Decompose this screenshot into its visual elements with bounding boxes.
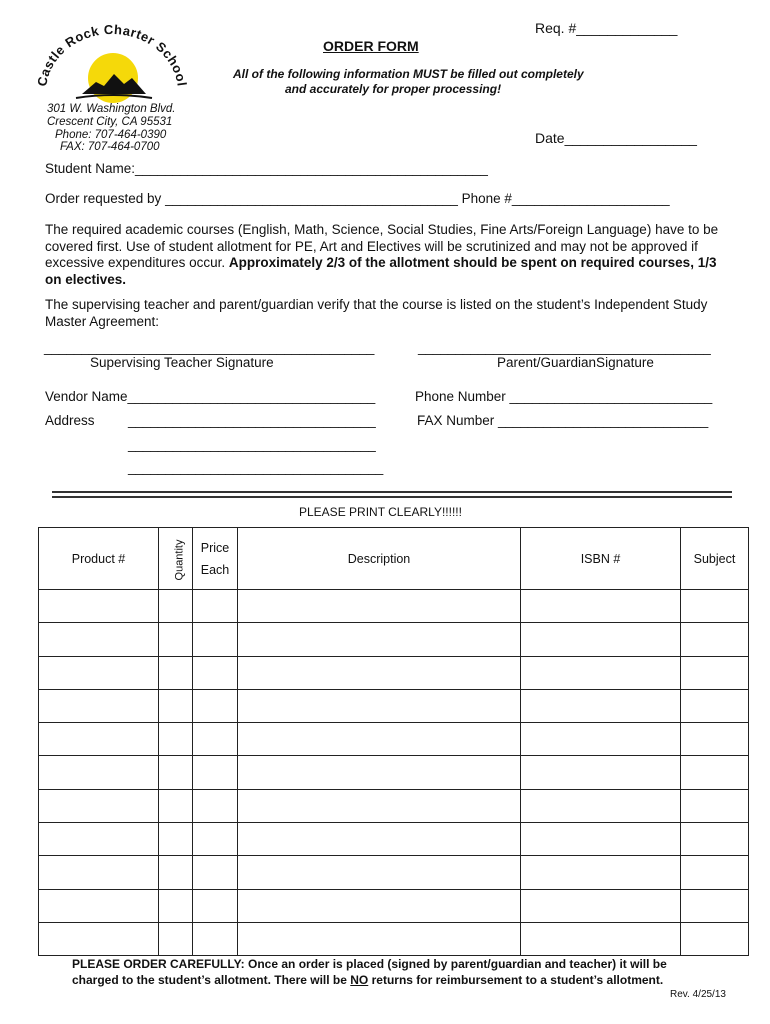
subject-cell[interactable]: [681, 823, 749, 856]
table-row: [39, 656, 749, 689]
table-row: [39, 922, 749, 955]
table-row: [39, 889, 749, 922]
price-cell[interactable]: [193, 723, 238, 756]
isbn-cell[interactable]: [521, 590, 681, 623]
vendor-name-field[interactable]: Vendor Name_________________________________: [45, 389, 376, 404]
school-address-line1: 301 W. Washington Blvd.: [47, 103, 176, 115]
header-isbn: ISBN #: [521, 528, 681, 590]
quantity-cell[interactable]: [159, 623, 193, 656]
isbn-cell[interactable]: [521, 623, 681, 656]
price-cell[interactable]: [193, 656, 238, 689]
table-row: [39, 823, 749, 856]
description-cell[interactable]: [238, 922, 521, 955]
isbn-cell[interactable]: [521, 656, 681, 689]
description-cell[interactable]: [238, 723, 521, 756]
fax-number-field[interactable]: FAX Number ____________________________: [417, 413, 709, 428]
table-row: [39, 689, 749, 722]
address-field-line1[interactable]: _________________________________: [128, 413, 376, 428]
subject-cell[interactable]: [681, 723, 749, 756]
product-cell[interactable]: [39, 723, 159, 756]
isbn-cell[interactable]: [521, 823, 681, 856]
product-cell[interactable]: [39, 889, 159, 922]
price-cell[interactable]: [193, 689, 238, 722]
instruction-line2: and accurately for proper processing!: [285, 82, 502, 96]
subject-cell[interactable]: [681, 922, 749, 955]
isbn-cell[interactable]: [521, 756, 681, 789]
address-field-line3[interactable]: __________________________________: [128, 460, 384, 475]
subject-cell[interactable]: [681, 689, 749, 722]
description-cell[interactable]: [238, 623, 521, 656]
table-header-row: [39, 528, 749, 590]
school-phone: Phone: 707-464-0390: [55, 129, 167, 141]
quantity-cell[interactable]: [159, 590, 193, 623]
school-logo: [30, 22, 190, 104]
req-number-field[interactable]: Req. #_____________: [535, 20, 678, 36]
header-quantity: Quantity: [159, 528, 193, 590]
product-cell[interactable]: [39, 656, 159, 689]
order-requested-field[interactable]: Order requested by _______________________________________ Phone #_____________________: [45, 191, 670, 206]
school-fax: FAX: 707-464-0700: [60, 141, 160, 153]
subject-cell[interactable]: [681, 623, 749, 656]
price-cell[interactable]: [193, 922, 238, 955]
quantity-cell[interactable]: [159, 689, 193, 722]
footer-no-emphasis: NO: [350, 973, 369, 987]
subject-cell[interactable]: [681, 590, 749, 623]
address-label: Address: [45, 413, 95, 428]
policy-bold-text: Approximately 2/3 of the allotment should be spent on required courses, 1/3 on electives.: [45, 255, 717, 287]
isbn-cell[interactable]: [521, 922, 681, 955]
price-cell[interactable]: [193, 823, 238, 856]
school-address-line2: Crescent City, CA 95531: [47, 116, 173, 128]
footer-line1: PLEASE ORDER CAREFULLY: Once an order is placed (signed by parent/guardian and teacher) it will be: [72, 957, 667, 971]
student-name-field[interactable]: Student Name:_______________________________________________: [45, 161, 488, 176]
product-cell[interactable]: [39, 789, 159, 822]
quantity-cell[interactable]: [159, 823, 193, 856]
divider-top: [52, 491, 732, 493]
product-cell[interactable]: [39, 590, 159, 623]
isbn-cell[interactable]: [521, 689, 681, 722]
quantity-cell[interactable]: [159, 756, 193, 789]
subject-cell[interactable]: [681, 756, 749, 789]
description-cell[interactable]: [238, 590, 521, 623]
teacher-signature-label: Supervising Teacher Signature: [90, 355, 274, 370]
product-cell[interactable]: [39, 623, 159, 656]
divider-bottom: [52, 496, 732, 498]
price-cell[interactable]: [193, 889, 238, 922]
price-cell[interactable]: [193, 756, 238, 789]
description-cell[interactable]: [238, 856, 521, 889]
table-row: [39, 623, 749, 656]
table-row: [39, 723, 749, 756]
policy-paragraph: [45, 222, 735, 288]
description-cell[interactable]: [238, 789, 521, 822]
table-row: [39, 856, 749, 889]
order-carefully-notice: [72, 956, 667, 988]
isbn-cell[interactable]: [521, 789, 681, 822]
product-cell[interactable]: [39, 856, 159, 889]
table-row: [39, 789, 749, 822]
date-field[interactable]: Date_________________: [535, 130, 697, 146]
print-clearly-notice: PLEASE PRINT CLEARLY!!!!!!: [299, 505, 462, 519]
quantity-cell[interactable]: [159, 789, 193, 822]
description-cell[interactable]: [238, 756, 521, 789]
header-description: Description: [238, 528, 521, 590]
order-table: [38, 527, 749, 956]
price-cell[interactable]: [193, 623, 238, 656]
policy-text: The required academic courses (English, Math, Science, Social Studies, Fine Arts/Foreign Language) have to be covered first. Use of student allotment for PE, Art and Electives will be scrutinized and may not be approved if excessive expenditures occur.: [45, 222, 719, 270]
product-cell[interactable]: [39, 756, 159, 789]
table-row: [39, 590, 749, 623]
description-cell[interactable]: [238, 823, 521, 856]
quantity-cell[interactable]: [159, 656, 193, 689]
logo-arc-text: Castle Rock Charter School: [34, 22, 190, 88]
isbn-cell[interactable]: [521, 723, 681, 756]
price-cell[interactable]: [193, 856, 238, 889]
parent-signature-label: Parent/GuardianSignature: [497, 355, 654, 370]
product-cell[interactable]: [39, 823, 159, 856]
price-cell[interactable]: [193, 590, 238, 623]
quantity-cell[interactable]: [159, 889, 193, 922]
verification-paragraph: The supervising teacher and parent/guardian verify that the course is listed on the student’s Independent Study Master Agreement:: [45, 297, 708, 329]
table-row: [39, 756, 749, 789]
page-title: ORDER FORM: [323, 38, 419, 54]
instruction-line1: All of the following information MUST be filled out completely: [233, 67, 584, 81]
quantity-cell[interactable]: [159, 723, 193, 756]
logo-graphic: [30, 22, 190, 104]
quantity-cell[interactable]: [159, 922, 193, 955]
isbn-cell[interactable]: [521, 856, 681, 889]
teacher-signature-line[interactable]: ____________________________________________: [44, 340, 375, 355]
product-cell[interactable]: [39, 689, 159, 722]
quantity-cell[interactable]: [159, 856, 193, 889]
parent-signature-line[interactable]: _______________________________________: [418, 340, 711, 355]
subject-cell[interactable]: [681, 789, 749, 822]
subject-cell[interactable]: [681, 656, 749, 689]
description-cell[interactable]: [238, 889, 521, 922]
product-cell[interactable]: [39, 922, 159, 955]
address-field-line2[interactable]: _________________________________: [128, 437, 376, 452]
description-cell[interactable]: [238, 656, 521, 689]
price-cell[interactable]: [193, 789, 238, 822]
revision-date: Rev. 4/25/13: [670, 989, 726, 1000]
subject-cell[interactable]: [681, 856, 749, 889]
footer-line2: charged to the student’s allotment. There will be NO returns for reimbursement to a student’s allotment.: [72, 973, 664, 987]
header-subject: Subject: [681, 528, 749, 590]
isbn-cell[interactable]: [521, 889, 681, 922]
header-price-each: Price Each: [193, 528, 238, 590]
description-cell[interactable]: [238, 689, 521, 722]
phone-number-field[interactable]: Phone Number ___________________________: [415, 389, 713, 404]
header-product: Product #: [39, 528, 159, 590]
subject-cell[interactable]: [681, 889, 749, 922]
